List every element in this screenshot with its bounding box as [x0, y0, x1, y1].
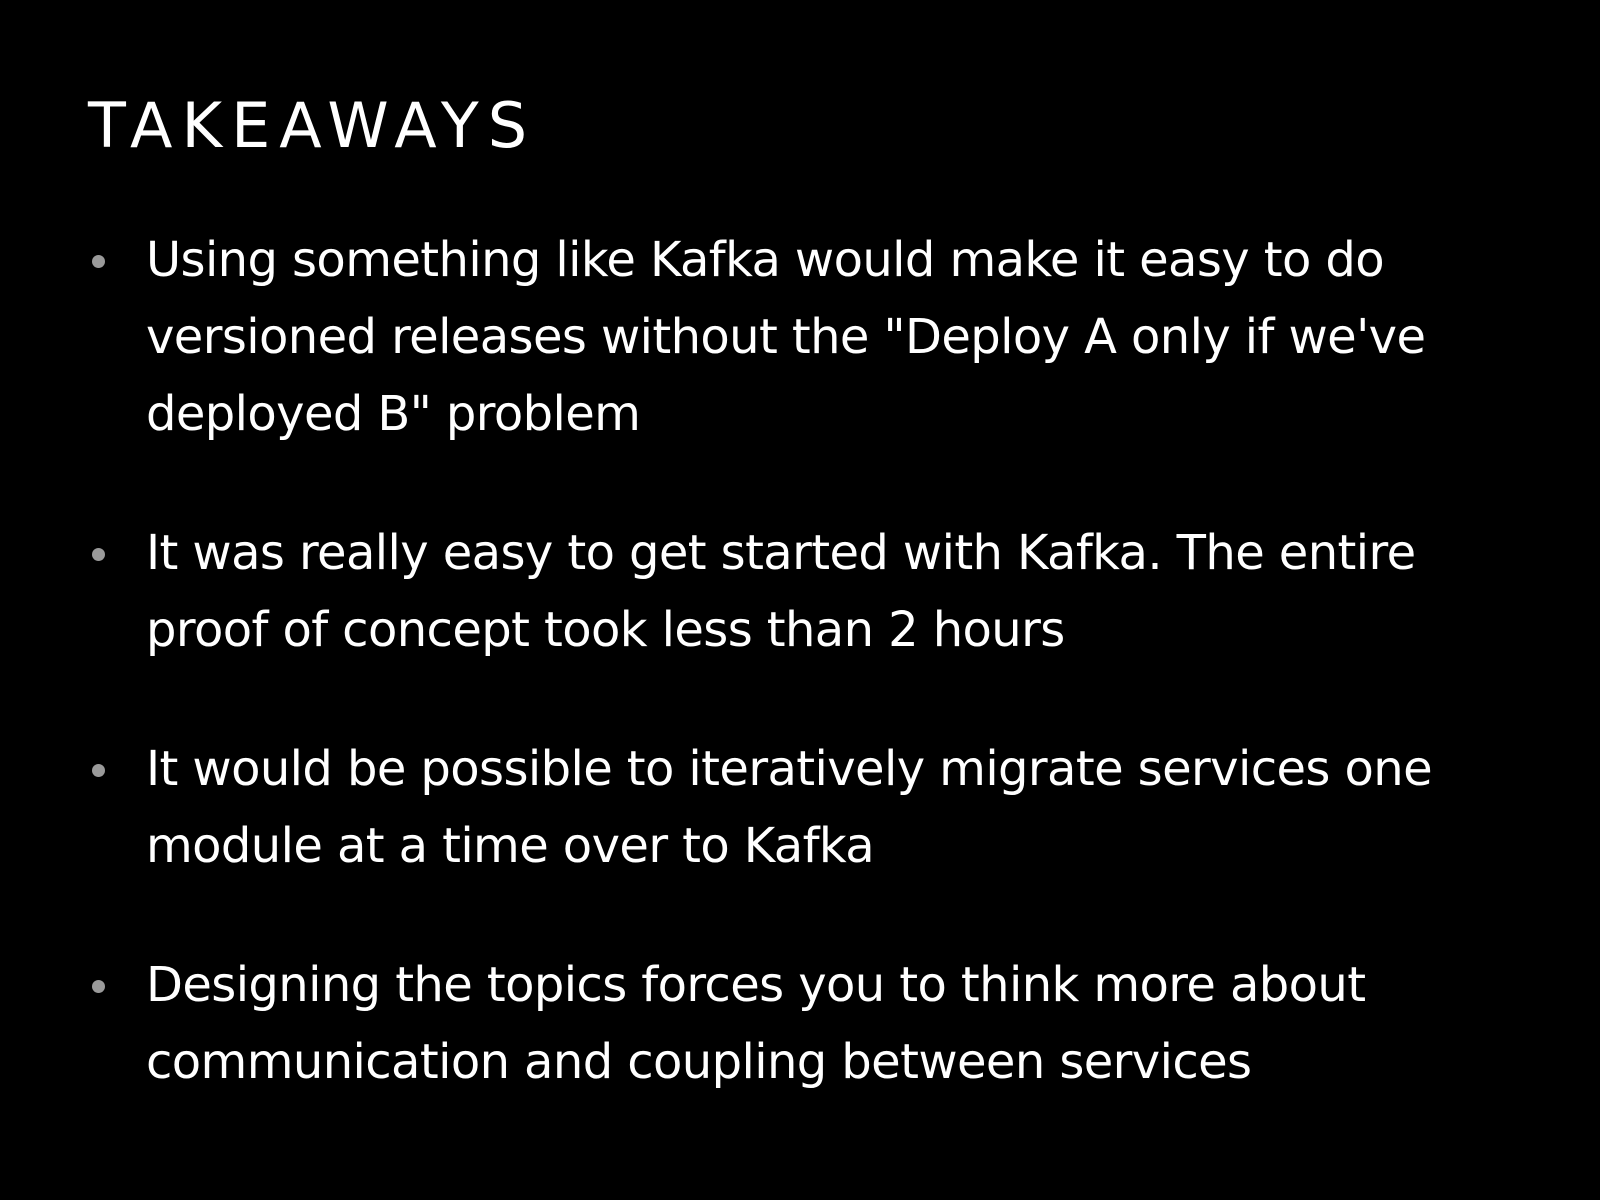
bullet-text: Designing the topics forces you to think more about communication and coupling between services [146, 957, 1366, 1090]
bullet-dot-icon [92, 548, 105, 561]
bullet-text: It would be possible to iteratively migrate services one module at a time over to Kafka [146, 741, 1433, 874]
bullet-item [88, 947, 1508, 1101]
bullet-text: Using something like Kafka would make it easy to do versioned releases without the "Deploy A only if we've deployed B" problem [146, 232, 1426, 442]
bullet-dot-icon [92, 980, 105, 993]
bullet-list [88, 222, 1508, 1163]
bullet-item [88, 222, 1508, 453]
bullet-dot-icon [92, 255, 105, 268]
bullet-item [88, 515, 1508, 669]
slide-title: TAKEAWAYS [88, 89, 537, 162]
bullet-dot-icon [92, 764, 105, 777]
bullet-text: It was really easy to get started with Kafka. The entire proof of concept took less than 2 hours [146, 525, 1416, 658]
bullet-item [88, 731, 1508, 885]
